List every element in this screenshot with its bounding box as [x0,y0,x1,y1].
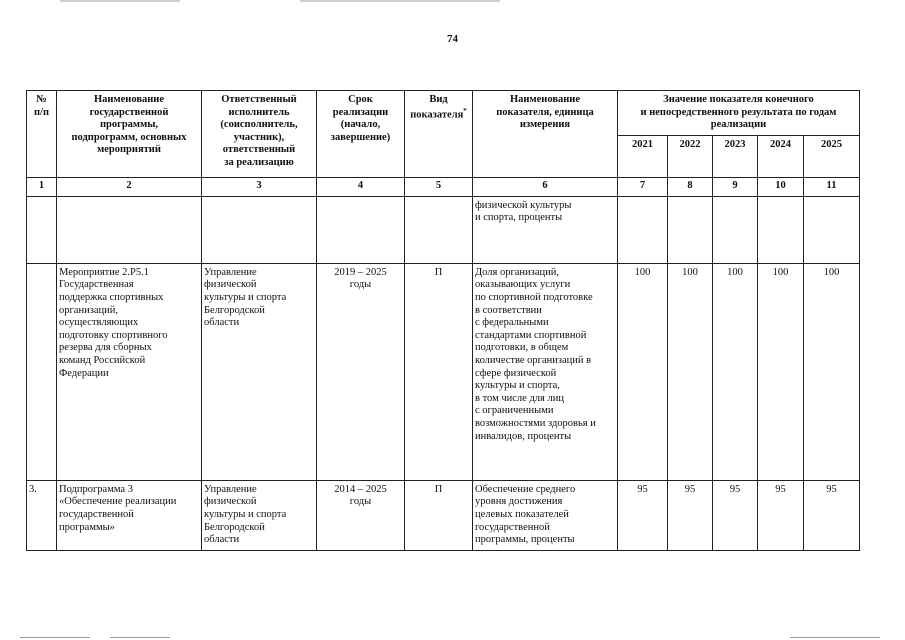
header-row [27,91,860,136]
row-indicator-kind: П [405,480,473,550]
header-year: 2023 [713,135,758,177]
row-executor: Управление физической культуры и спорта Белгородской области [202,263,317,480]
table-row [27,196,860,263]
row-executor [202,196,317,263]
header-footnote-mark: * [463,106,467,115]
header-indicator-kind [405,91,473,178]
row-number [27,263,57,480]
header-year: 2022 [668,135,713,177]
scan-edge-mark [300,0,500,2]
header-number: № п/п [27,91,57,178]
row-program-name [57,196,202,263]
row-value [713,196,758,263]
row-program-name: Подпрограмма 3 «Обеспечение реализации государственной программы» [57,480,202,550]
column-number: 5 [405,177,473,196]
column-number: 6 [473,177,618,196]
row-value [804,196,860,263]
row-value [618,196,668,263]
header-indicator-name: Наименование показателя, единица измерения [473,91,618,178]
header-year: 2024 [758,135,804,177]
row-value: 100 [804,263,860,480]
row-period: 2014 – 2025 годы [317,480,405,550]
row-value: 100 [713,263,758,480]
column-number: 4 [317,177,405,196]
table-row [27,480,860,550]
page-number: 74 [447,33,458,45]
indicator-table [26,90,860,551]
column-number: 7 [618,177,668,196]
row-value: 100 [668,263,713,480]
row-indicator-kind: П [405,263,473,480]
scan-edge-mark [20,637,90,638]
row-value: 95 [758,480,804,550]
row-number [27,196,57,263]
row-value [668,196,713,263]
row-period: 2019 – 2025 годы [317,263,405,480]
header-period: Срок реализации (начало, завершение) [317,91,405,178]
row-indicator-name: физической культуры и спорта, проценты [473,196,618,263]
header-program-name: Наименование государственной программы, подпрограмм, основных мероприятий [57,91,202,178]
row-value: 100 [618,263,668,480]
row-executor: Управление физической культуры и спорта Белгородской области [202,480,317,550]
header-values-group: Значение показателя конечного и непосредственного результата по годам реализации [618,91,860,136]
row-value: 95 [804,480,860,550]
row-value [758,196,804,263]
row-number: 3. [27,480,57,550]
header-year: 2025 [804,135,860,177]
row-value: 95 [668,480,713,550]
scan-edge-mark [60,0,180,2]
scan-edge-mark [790,637,880,638]
row-value: 100 [758,263,804,480]
row-value: 95 [713,480,758,550]
column-number: 1 [27,177,57,196]
table-row [27,263,860,480]
row-indicator-name: Доля организаций, оказывающих услуги по спортивной подготовке в соответствии с федеральными стандартами спортивной подготовки, в общем количестве организаций в сфере физической культуры и спорта, в том числе для лиц с ограниченными возможностями здоровья и инвалидов, проценты [473,263,618,480]
column-number: 8 [668,177,713,196]
column-number: 10 [758,177,804,196]
scan-edge-mark [110,637,170,638]
column-number: 2 [57,177,202,196]
row-indicator-name: Обеспечение среднего уровня достижения целевых показателей государственной программы, проценты [473,480,618,550]
header-executor: Ответственный исполнитель (соисполнитель, участник), ответственный за реализацию [202,91,317,178]
column-numbers-row [27,177,860,196]
row-indicator-kind [405,196,473,263]
header-year: 2021 [618,135,668,177]
column-number: 11 [804,177,860,196]
column-number: 3 [202,177,317,196]
row-value: 95 [618,480,668,550]
row-program-name: Мероприятие 2.Р5.1 Государственная поддержка спортивных организаций, осуществляющих подготовку спортивного резерва для сборных команд Российской Федерации [57,263,202,480]
header-indicator-kind-label: Вид показателя [410,94,464,121]
row-period [317,196,405,263]
column-number: 9 [713,177,758,196]
